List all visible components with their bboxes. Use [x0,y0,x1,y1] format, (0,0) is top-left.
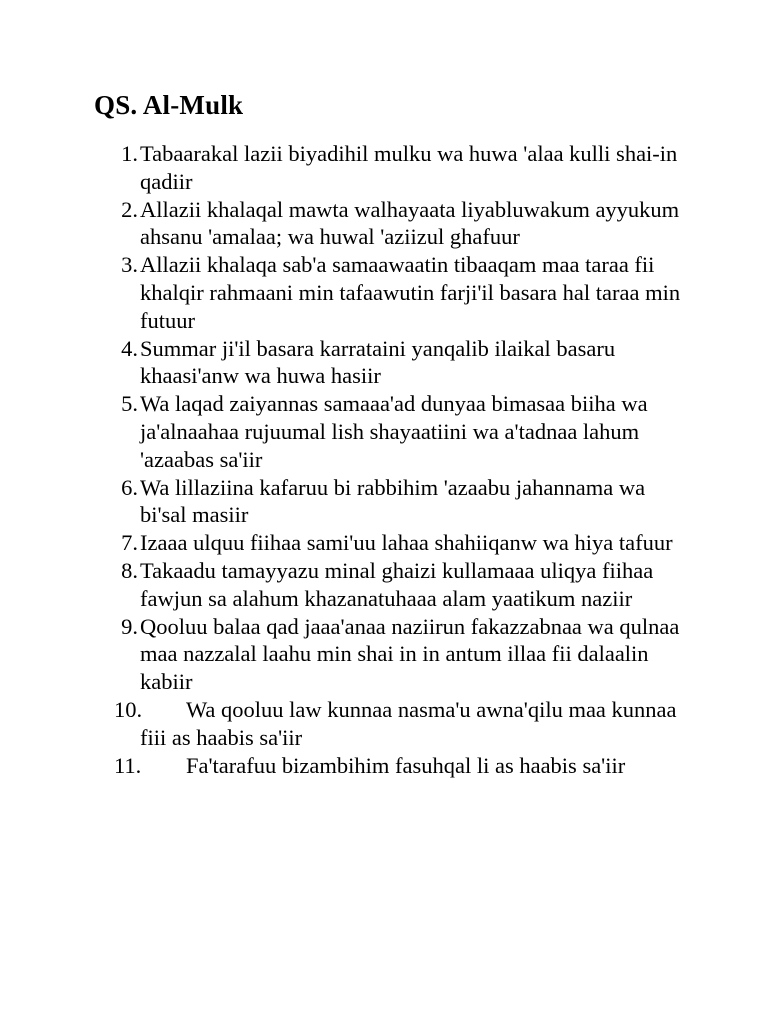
verse-item [94,529,694,557]
verse-text: Summar ji'il basara karrataini yanqalib ilaikal basaru khaasi'anw wa huwa hasiir [140,335,616,389]
verse-number: 1. [121,141,138,166]
verse-text: Izaaa ulquu fiihaa sami'uu lahaa shahiiqanw wa hiya tafuur [140,530,673,556]
verse-text: Fa'tarafuu bizambihim fasuhqal li as haabis sa'iir [186,752,626,778]
verse-number: 5. [121,391,138,417]
verse-text: Qooluu balaa qad jaaa'anaa naziirun fakazzabnaa wa qulnaa maa nazzalal laahu min shai in in antum illaa fii dalaalin kabiir [140,613,680,695]
verse-text: Wa qooluu law kunnaa nasma'u awna'qilu maa kunnaa fiii as haabis sa'iir [140,696,677,750]
verse-text: Tabaarakal lazii biyadihil mulku wa huwa 'alaa kulli shai-in qadiir [140,141,678,194]
verse-number: 7. [121,530,138,556]
verse-number: 4. [121,335,138,361]
verse-item [94,474,694,530]
verse-item [94,251,694,334]
verse-item [94,696,694,752]
verse-item [94,557,694,613]
verse-number: 8. [121,557,138,583]
verse-item [94,390,694,473]
verse-number: 3. [121,252,138,278]
verse-text: Takaadu tamayyazu minal ghaizi kullamaaa uliqya fiihaa fawjun sa alahum khazanatuhaaa alam yaatikum naziir [140,557,654,611]
verse-number: 2. [121,196,138,222]
verse-item [94,140,694,196]
verse-number: 9. [121,613,138,639]
verse-text: Wa lillaziina kafaruu bi rabbihim 'azaabu jahannama wa bi'sal masiir [140,474,646,528]
verse-text: Allazii khalaqa sab'a samaawaatin tibaaqam maa taraa fii khalqir rahmaani min tafaawutin farji'il basara hal taraa min futuur [140,252,681,333]
verse-list [94,140,694,779]
verse-number: 10. [114,696,143,722]
verse-text: Allazii khalaqal mawta walhayaata liyabluwakum ayyukum ahsanu 'amalaa; wa huwal 'aziizul ghafuur [140,196,680,250]
verse-item [94,196,694,252]
verse-number: 6. [121,474,138,500]
verse-item [94,335,694,391]
page-title: QS. Al-Mulk [94,90,244,120]
verse-text: Wa laqad zaiyannas samaaa'ad dunyaa bimasaa biiha wa ja'alnaahaa rujuumal lish shayaatiini wa a'tadnaa lahum 'azaabas sa'iir [140,391,648,472]
verse-number: 11. [114,752,142,778]
verse-item [94,752,694,780]
verse-item [94,613,694,696]
